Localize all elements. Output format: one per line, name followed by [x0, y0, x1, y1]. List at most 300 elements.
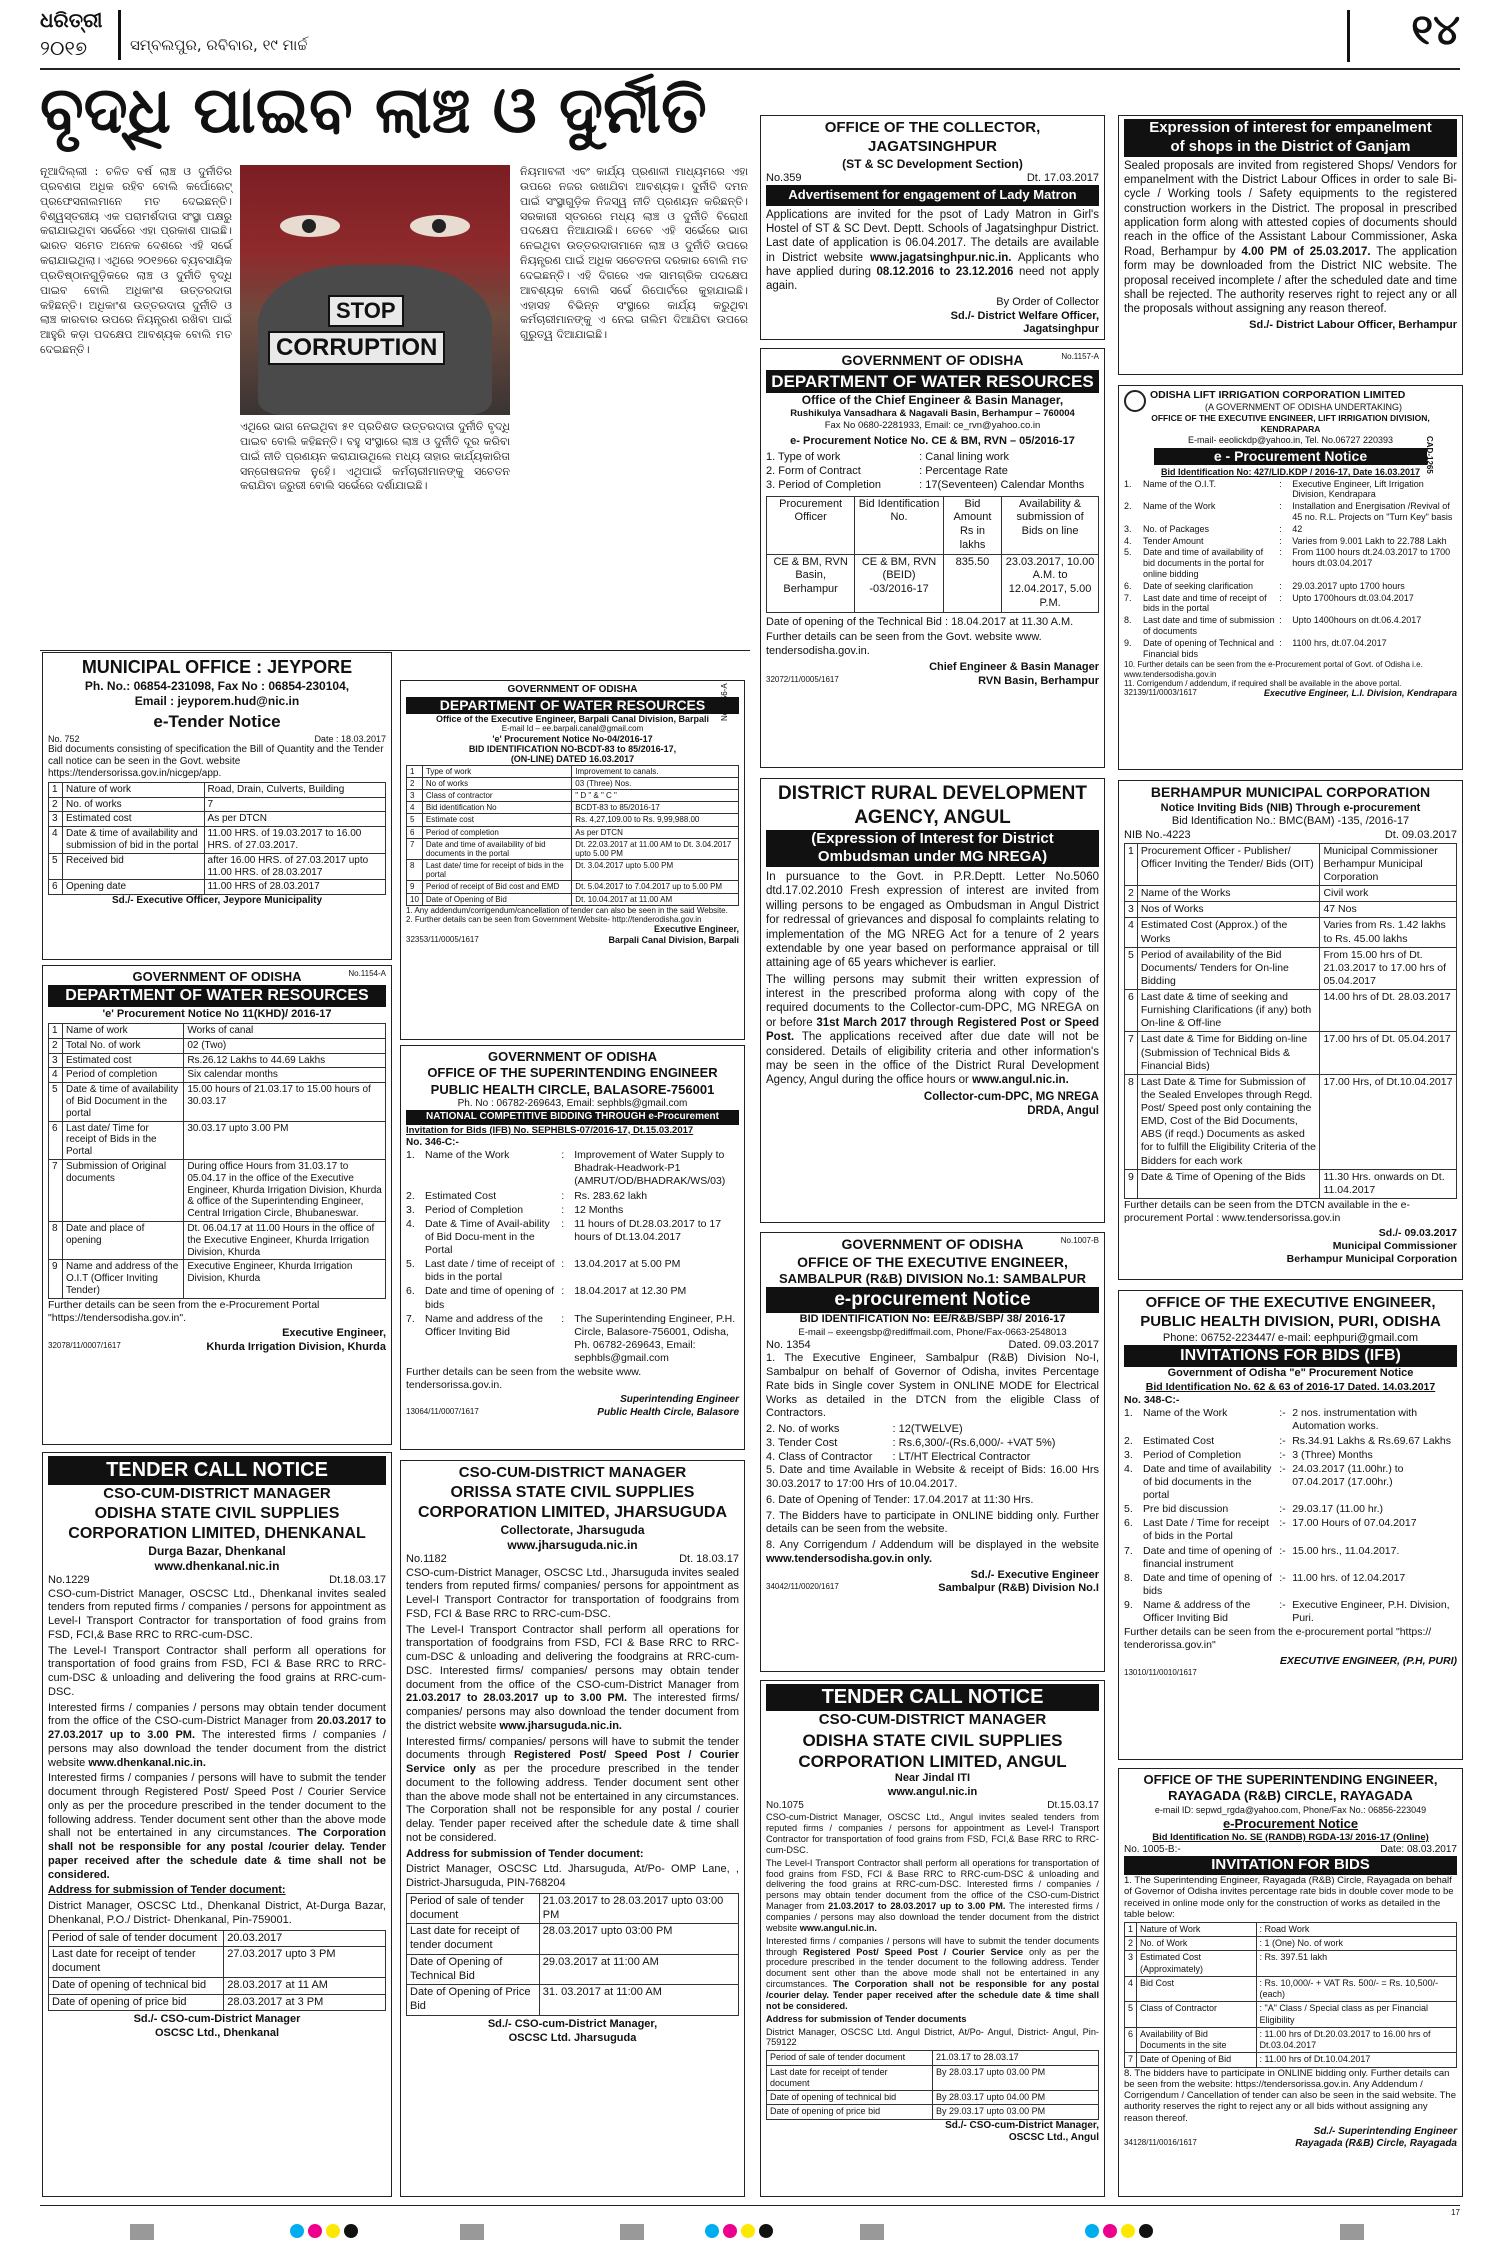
para-2b: 21.03.2017 to 28.03.2017 up to 3.00 PM. [828, 1901, 1006, 1912]
gov-line: GOVERNMENT OF ODISHA [507, 684, 638, 695]
table-cell: Date & time of availability of Bid Document in the portal [63, 1083, 184, 1121]
notice-no: No. 1354 [766, 1338, 811, 1351]
para-3a: Interested firms / companies / persons may obtain tender document from the office of the CSO-cum-District Manager from [48, 1701, 386, 1728]
title-2: (A GOVERNMENT OF ODISHA UNDERTAKING) [1204, 402, 1403, 413]
address: Collectorate, Jharsuguda [500, 1522, 645, 1537]
table-cell: BCDT-83 to 85/2016-17 [572, 802, 739, 814]
website: www.jharsuguda.nic.in [507, 1537, 638, 1552]
notice-no: No.359 [766, 171, 802, 184]
table-cell: Period of completion [422, 826, 571, 838]
angul-drda-ad [760, 778, 1105, 1223]
list-item [406, 1190, 739, 1203]
list-item [1124, 1572, 1457, 1598]
item-label: No. of Packages [1143, 523, 1210, 534]
para-1: CSO-cum-District Manager, OSCSC Ltd., Jharsuguda invites sealed tenders from reputed firms/ companies/ persons for appointment as Level-I Transport Contractor for transportation of foodgrains from FSD, FCI & Base RRC to RRC-cum-DSC. [406, 1566, 739, 1620]
para-3b: Registered Post/ Speed Post / Courier Service only [406, 1749, 739, 1775]
jeypore-tender-ad [42, 652, 392, 960]
deadline: 4.00 PM of 25.03.2017. [1241, 245, 1371, 258]
item-sep: :- [1279, 1407, 1286, 1420]
table-cell: No. of works [63, 797, 205, 812]
title-1: OFFICE OF THE EXECUTIVE ENGINEER, [1145, 1294, 1436, 1311]
table-cell: No. of Work [1137, 1937, 1257, 1951]
schedule-table [406, 1893, 739, 2016]
gov-line: GOVERNMENT OF ODISHA [841, 352, 1024, 368]
item-label: Name of the Work [1143, 1407, 1228, 1420]
item-no: 8. [1124, 1571, 1133, 1584]
para-1: In pursuance to the Govt. in P.R.Deptt. Letter No.5060 dtd.17.02.2010 Fresh expression of interest are invited from willing persons to be engaged as Ombudsman in Angul District for redressal of grievances and disposal fo complaints relating to implementation of the MG NREG Act for a tenure of 2 years extendable by one year based on performance appraisal or till attaining age of 65 years whichever is earlier. [766, 871, 1099, 970]
value-2: : Percentage Rate [919, 465, 1008, 477]
item-label: Tender Amount [1143, 535, 1204, 546]
table-row [1125, 2002, 1457, 2028]
item-sep: : [1279, 523, 1282, 534]
table-cell: 3 [49, 1053, 63, 1068]
table-cell: 8 [49, 1221, 63, 1259]
table-row [49, 853, 386, 880]
table-row [1125, 843, 1457, 885]
list-item [1124, 638, 1457, 660]
notice-no: No. 348-C:- [1124, 1394, 1180, 1407]
signature-1: Superintending Engineer [620, 1394, 739, 1406]
item-value: 18.04.2017 at 12.30 PM [574, 1285, 687, 1298]
item-sep: :- [1279, 1448, 1286, 1461]
address-heading: Address for submission of Tender document: [48, 1884, 286, 1897]
para-3a: Interested firms / companies / persons will have to submit the tender documents through [766, 1935, 1099, 1957]
table-row [1125, 1976, 1457, 2002]
address: Durga Bazar, Dhenkanal [148, 1543, 286, 1558]
table-cell: Date of Opening of Bid [422, 893, 571, 905]
table-cell: 20.03.2017 [224, 1930, 386, 1947]
cmyk-dots [1085, 2224, 1153, 2238]
dept-bar: DEPARTMENT OF WATER RESOURCES [406, 697, 739, 715]
table-cell: Nos of Works [1137, 902, 1320, 918]
table-cell: 30.03.17 upto 3.00 PM [184, 1121, 386, 1159]
dept-bar: DEPARTMENT OF WATER RESOURCES [766, 370, 1099, 393]
ad-code: CAD-1265 [1425, 436, 1435, 474]
table-cell: Last date for receipt of tender document [49, 1947, 224, 1978]
news-text-mid: ଏଥିରେ ଭାଗ ନେଇଥିବା ୫୧ ପ୍ରତିଶତ ଉତ୍ତରଦାତା ଦୁର୍ନୀତି ବୃଦ୍ଧି ପାଇବ ବୋଲି କହିଛନ୍ତି। ବହୁ ସଂସ୍ଥାରେ ଲାଞ୍ଚ ଓ ଦୁର୍ନୀତି ଦୂର କରିବା ପାଇଁ ନୀତି ପ୍ରଣୟନ କରାଯାଉଥିଲେ ମଧ୍ୟ ତାହାର କାର୍ଯ୍ୟକାରିତା ସନ୍ତୋଷଜନକ ନୁହେଁ। ଏଥିପାଇଁ କର୍ମଚାରୀମାନଙ୍କୁ ସଚେତନ କରାଯିବା ଜରୁରୀ ବୋଲି ସର୍ଭେରେ ଦର୍ଶାଯାଇଛି। [240, 420, 510, 493]
table-cell: Date & Time of Opening of the Bids [1137, 1169, 1320, 1198]
bid-id: Bid Identification No. SE (RANDB) RGDA-13/ 2016-17 (Online) [1152, 1832, 1429, 1843]
table-cell: 21.03.17 to 28.03.17 [933, 2051, 1099, 2065]
table-cell: Works of canal [184, 1024, 386, 1039]
further-details: Further details can be seen from the website www. tendersorissa.gov.in. [406, 1366, 642, 1392]
table-cell: : Rs. 10,000/- + VAT Rs. 500/- = Rs. 10,500/- (each) [1256, 1976, 1456, 2002]
schedule-list [406, 1149, 739, 1365]
table-cell: 2 [49, 797, 63, 812]
tender-call-bar: TENDER CALL NOTICE [766, 1684, 1099, 1711]
list-item [406, 1285, 739, 1311]
table-cell: 5 [49, 1083, 63, 1121]
table-cell: 02 (Two) [184, 1038, 386, 1053]
title-2: (ST & SC Development Section) [842, 156, 1023, 171]
table-cell: 7 [49, 1159, 63, 1221]
table-cell: Civil work [1320, 886, 1457, 902]
registration-dot-icon [1085, 2224, 1099, 2238]
table-cell: after 16.00 HRS. of 27.03.2017 upto 11.00 HRS. of 28.03.2017 [204, 853, 385, 880]
berhampur-municipal-ad [1118, 780, 1463, 1280]
value-3: : Rs.6,300/-(Rs.6,000/- +VAT 5%) [892, 1436, 1056, 1449]
table-cell: 9 [407, 881, 423, 893]
registration-dot-icon [308, 2224, 322, 2238]
table-cell: 17.00 Hrs, of Dt.10.04.2017 [1320, 1074, 1457, 1169]
item-label: Date of seeking clarification [1143, 580, 1254, 591]
table-cell: 3 [49, 812, 63, 827]
table-row [407, 860, 739, 881]
table-cell: Name of the Works [1137, 886, 1320, 902]
registration-dot-icon [759, 2224, 773, 2238]
table-cell: 11.00 HRS of 28.03.2017 [204, 880, 385, 895]
contact-line: Ph. No : 06782-269643, Email: sephbls@gmail.com [457, 1097, 688, 1109]
label-2: 2. No. of works [766, 1423, 840, 1436]
table-row [49, 1994, 386, 2011]
para-2c: The interested firms/ companies/ persons may also download the tender document from the district website [406, 1692, 739, 1732]
item-value: 15.00 hrs., 11.04.2017. [1292, 1544, 1400, 1557]
item-no: 1. [1124, 1407, 1133, 1420]
item-sep: :- [1279, 1503, 1286, 1516]
table-cell: Last date & time of seeking and Furnishing Clarifications (if any) both On-line & Off-line [1137, 990, 1320, 1032]
table-cell: Class of contractor [422, 789, 571, 801]
label-4: 4. Class of Contractor [766, 1450, 873, 1463]
para-4b: The Corporation shall not be responsible for any postal /courier delay. Tender paper received after the schedule date & time shall not be considered. [48, 1827, 386, 1881]
ad-code: No.1156-A [720, 683, 730, 721]
table-cell: Class of Contractor [1137, 2002, 1257, 2028]
item-value: 29.03.17 (11.00 hr.) [1292, 1503, 1384, 1516]
item-value: 42 [1292, 523, 1303, 534]
table-cell: By 28.03.17 upto 04.00 PM [933, 2091, 1099, 2105]
table-row [407, 765, 739, 777]
para-5: 5. Date and time Available in Website & receipt of Bids: 16.00 Hrs 30.03.2017 to 17:00 Hrs of 10.04.2017. [766, 1464, 1099, 1491]
signature-2: Khurda Irrigation Division, Khurda [206, 1340, 386, 1353]
table-cell: Executive Engineer, Khurda Irrigation Division, Khurda [184, 1260, 386, 1298]
title-2: ODISHA STATE CIVIL SUPPLIES [802, 1730, 1063, 1750]
item-value: Rs. 283.62 lakh [574, 1189, 648, 1202]
nib-table [1124, 843, 1457, 1199]
list-item [1124, 479, 1457, 501]
table-row [49, 1159, 386, 1221]
table-row [1125, 2027, 1457, 2053]
para-8: 8. Any Corrigendum / Addendum will be displayed in the website [766, 1539, 1099, 1552]
table-row [1125, 1169, 1457, 1198]
tech-bid-date: Date of opening of the Technical Bid : 18.04.2017 at 11.30 A.M. [766, 615, 1074, 628]
rushikulya-basin-ad [760, 348, 1105, 768]
list-item [406, 1313, 739, 1366]
further-details: Further details can be seen from the e-procurement portal "https:// tenderorissa.gov.in" [1124, 1626, 1432, 1652]
body-text-3: need not apply again. [766, 266, 1099, 293]
table-cell: 11.30 Hrs. onwards on Dt. 11.04.2017 [1320, 1169, 1457, 1198]
signature-1: Sd./- CSO-cum-District Manager [133, 2013, 301, 2026]
item-no: 6. [1124, 1517, 1133, 1530]
mask-label-stop: STOP [328, 295, 404, 327]
signature-2: Municipal Commissioner [1332, 1240, 1457, 1253]
item-no: 7. [1124, 1544, 1133, 1557]
item-sep: : [1279, 580, 1282, 591]
item-sep: :- [1279, 1571, 1286, 1584]
table-cell: 28.03.2017 at 11 AM [224, 1977, 386, 1994]
website: www.angul.nic.in [887, 1786, 978, 1798]
ad-code: No.1007-B [1060, 1236, 1099, 1245]
table-cell: 23.03.2017, 10.00 A.M. to 12.04.2017, 5.00 P.M. [1002, 554, 1099, 612]
item-sep: : [1279, 637, 1282, 648]
notice-no: NIB No.-4223 [1124, 829, 1191, 841]
table-row [1125, 1032, 1457, 1074]
notice-date: Dt.15.03.17 [1047, 1799, 1099, 1811]
signature-2: OSCSC Ltd., Dhenkanal [154, 2027, 280, 2039]
item-sep: : [561, 1149, 565, 1162]
title-1: OFFICE OF THE COLLECTOR, JAGATSINGHPUR [824, 119, 1041, 155]
table-cell: 6 [1125, 2027, 1137, 2053]
item-no: 9. [1124, 1599, 1133, 1611]
notice-title: 'e' Procurement Notice No 11(KHD)/ 2016-17 [102, 1008, 332, 1021]
table-cell: : 1 (One) No. of work [1256, 1937, 1456, 1951]
title-2: PUBLIC HEALTH DIVISION, PURI, ODISHA [1140, 1312, 1441, 1330]
table-cell: : 11.00 hrs of Dt.20.03.2017 to 16.00 hrs of Dt.03.04.2017 [1256, 2027, 1456, 2053]
schedule-list [1124, 1407, 1457, 1625]
table-cell: 4 [407, 802, 423, 814]
rayagada-rnb-ad [1118, 1768, 1463, 2197]
contact-line: Fax No 0680-2281933, Email: ce_rvn@yahoo.co.in [824, 419, 1041, 431]
item-sep: : [561, 1217, 565, 1230]
signature: Sd./- District Labour Officer, Berhampur [1249, 318, 1457, 331]
table-cell: Date of Opening of Price Bid [407, 1985, 540, 2016]
ifb-bar: INVITATION FOR BIDS [1124, 1856, 1457, 1875]
table-cell: Dt. 06.04.17 at 11.00 Hours in the office of the Executive Engineer, Khurda Irrigation Division, Khurda [184, 1221, 386, 1259]
table-cell: 2 [49, 1038, 63, 1053]
tender-table [48, 1023, 386, 1299]
para-2c: The interested firms / companies / persons may also download the tender document from the district website [766, 1901, 1099, 1933]
table-row [767, 2105, 1099, 2119]
notice-date: Dated. 09.03.2017 [1008, 1338, 1099, 1351]
table-cell: 17.00 hrs of Dt. 05.04.2017 [1320, 1032, 1457, 1074]
news-photo [240, 165, 510, 415]
table-cell: As per DTCN [204, 812, 385, 827]
list-item [406, 1204, 739, 1217]
item-value: From 1100 hours dt.24.03.2017 to 1700 hours dt.03.04.2017 [1292, 547, 1451, 569]
para-4a: Interested firms / companies / persons will have to submit the tender document through Registered Post/ Speed Post / Courier Service only as per the procedure prescribed in the tender document to the following address. Tender document sent other than the above mode shall not be entertained in any circumstances. [48, 1772, 386, 1840]
table-row [49, 1947, 386, 1978]
gov-line: GOVERNMENT OF ODISHA [841, 1236, 1024, 1252]
grey-block [620, 2224, 644, 2240]
title-3: CORPORATION LIMITED, JHARSUGUDA [417, 1503, 728, 1521]
table-cell: Opening date [63, 880, 205, 895]
registration-dot-icon [344, 2224, 358, 2238]
title-1: OFFICE OF THE SUPERINTENDING ENGINEER, [1143, 1772, 1438, 1787]
table-row [407, 1924, 739, 1955]
item-label: Estimated Cost [1143, 1434, 1215, 1447]
list-item [1124, 581, 1457, 592]
table-cell: Six calendar months [184, 1068, 386, 1083]
gov-line: GOVERNMENT OF ODISHA [487, 1049, 657, 1064]
table-cell: Dt. 5.04.2017 to 7.04.2017 up to 5.00 PM [572, 881, 739, 893]
value-1: : Canal lining work [919, 451, 1010, 464]
title-1: ODISHA LIFT IRRIGATION CORPORATION LIMITED [1150, 389, 1406, 401]
value-3: : 17(Seventeen) Calendar Months [919, 478, 1085, 491]
title-1: OFFICE OF THE EXECUTIVE ENGINEER, [797, 1253, 1068, 1270]
notice-title: Government of Odisha "e" Procurement Notice [1167, 1367, 1414, 1380]
item-value: Varies from 9.001 Lakh to 22.788 Lakh [1292, 535, 1447, 546]
bid-id: BID IDENTIFICATION NO-BCDT-83 to 85/2016-17, [468, 743, 677, 754]
folio: 17 [1451, 2208, 1460, 2217]
ref-no: 34042/11/0020/1617 [766, 1582, 839, 1592]
office-line: Office of the Executive Engineer, Barpali Canal Division, Barpali [435, 714, 710, 724]
eproc-bar: e-procurement Notice [766, 1287, 1099, 1313]
note-2: 2. Further details can be seen from Government Website- http://tenderodisha.gov.in [406, 915, 702, 924]
list-item [1124, 1449, 1457, 1462]
table-row [49, 1121, 386, 1159]
table-cell: 5 [1125, 2002, 1137, 2028]
title-1: CSO-CUM-DISTRICT MANAGER [818, 1711, 1047, 1728]
schedule-table [766, 2050, 1099, 2119]
notice-no: No.1229 [48, 1573, 90, 1586]
item-sep: : [561, 1203, 565, 1216]
table-cell: Period of sale of tender document [767, 2051, 933, 2065]
para-3b: 20.03.2017 to 27.03.2017 up to 3.00 PM. [48, 1715, 386, 1741]
table-cell: 5 [1125, 947, 1138, 989]
item-value: 11 hours of Dt.28.03.2017 to 17 hours of Dt.13.04.2017 [574, 1217, 722, 1243]
signature-2: Rayagada (R&B) Circle, Rayagada [1295, 2138, 1457, 2150]
table-cell: 3 [1125, 902, 1138, 918]
table-cell: Date of opening of price bid [767, 2105, 933, 2119]
cmyk-dots [705, 2224, 773, 2238]
barpali-canal-ad [400, 680, 745, 1040]
table-header-cell: Bid Identification No. [855, 496, 944, 554]
body-text-2: Applicants who have applied during [766, 251, 1099, 278]
item-label: Pre bid discussion [1143, 1503, 1229, 1516]
masthead [40, 6, 1460, 68]
item-value: Installation and Energisation /Revival of 45 no. R.L. Projects on "Turn Key" basis [1292, 501, 1453, 523]
table-row [407, 1985, 739, 2016]
table-row [1125, 1922, 1457, 1936]
table-cell: Name and address of the O.I.T (Officer Inviting Tender) [63, 1260, 184, 1298]
signature-2: OSCSC Ltd. Jharsuguda [508, 2031, 637, 2044]
table-row [49, 1260, 386, 1298]
table-row [49, 1977, 386, 1994]
table-row [49, 1038, 386, 1053]
table-row [407, 838, 739, 859]
table-cell: 835.50 [943, 554, 1001, 612]
signature-1: Sd./- Superintending Engineer [1313, 2125, 1457, 2137]
item-value: Executive Engineer, Lift Irrigation Division, Kendrapara [1292, 478, 1424, 500]
body-text-2: The application form may be downloaded from the District NIC website. The proposal received incomplete / after the scheduled date and time shall be rejected. The authority reserves right to reject any or all the proposals without assigning any reason thereof. [1124, 245, 1457, 316]
list-item [1124, 1517, 1457, 1543]
dateline: ସମ୍ବଲପୁର, ରବିବାର, ୧୯ ମାର୍ଚ୍ଚ [130, 36, 308, 54]
para-2b: 21.03.2017 to 28.03.2017 up to 3.00 PM. [406, 1692, 628, 1705]
table-cell: Name of work [63, 1024, 184, 1039]
website: www.jagatsinghpur.nic.in. [870, 251, 1012, 264]
signature-1: Sd./- CSO-cum-District Manager, [945, 2119, 1099, 2131]
table-cell: 28.03.2017 at 3 PM [224, 1994, 386, 2011]
table-row [49, 1221, 386, 1259]
signature-1: Chief Engineer & Basin Manager [929, 660, 1099, 673]
para-2: The willing persons may submit their written expression of interest in the prescribed proforma along with copy of the required documents to the Collector-cum-DPC, MG NREGA on or before [766, 973, 1099, 1029]
table-cell: 2 [1125, 886, 1138, 902]
signature-2: RVN Basin, Berhampur [978, 674, 1099, 687]
table-cell: Estimated Cost (Approximately) [1137, 1951, 1257, 1977]
address-text: District Manager, OSCSC Ltd., Dhenkanal District, At-Durga Bazar, Dhenkanal, P.O./ District- Dhenkanal, Pin-759001. [48, 1900, 386, 1926]
title-bar-2: Ombudsman under MG NREGA) [766, 848, 1099, 867]
ad-title: MUNICIPAL OFFICE : JEYPORE [81, 657, 353, 677]
table-row [49, 1024, 386, 1039]
item-sep: :- [1279, 1599, 1286, 1611]
table-cell: 2 [407, 777, 423, 789]
table-row [407, 789, 739, 801]
table-cell: Bid identification No [422, 802, 571, 814]
item-value: Rs.34.91 Lakhs & Rs.69.67 Lakhs [1292, 1434, 1451, 1447]
table-cell: 1 [407, 765, 423, 777]
signature-2: Barpali Canal Division, Barpali [608, 934, 739, 945]
para-3a: Interested firms/ companies/ persons will have to submit the tender documents through [406, 1735, 739, 1762]
para-1: 1. The Executive Engineer, Sambalpur (R&B) Division No-I, Sambalpur on behalf of Governor of Odisha, invites Percentage Rate bids in Single cover System in ONLINE MODE for Electrical Works as detailed in the DTCN from the eligible Class of Contractors. [766, 1352, 1099, 1420]
table-row [1125, 918, 1457, 947]
table-cell: Type of work [422, 765, 571, 777]
item-label: Period of Completion [1143, 1448, 1242, 1461]
table-cell: Improvement to canals. [572, 765, 739, 777]
title-1: BERHAMPUR MUNICIPAL CORPORATION [1150, 784, 1431, 800]
item-value: 17.00 Hours of 07.04.2017 [1292, 1517, 1417, 1530]
table-row [1125, 1937, 1457, 1951]
item-no: 7. [406, 1312, 415, 1325]
table-row [1125, 2053, 1457, 2067]
table-cell: : Rs. 397.51 lakh [1256, 1951, 1456, 1977]
table-cell: 9 [1125, 1169, 1138, 1198]
item-label: Last date and time of submission of documents [1143, 615, 1275, 636]
table-cell: Date and place of opening [63, 1221, 184, 1259]
item-label: Name and address of the Officer Inviting Bid [425, 1312, 543, 1338]
bid-id: Bid Identification No. 62 & 63 of 2016-17 Dated. 14.03.2017 [1145, 1381, 1436, 1393]
table-row [407, 777, 739, 789]
table-cell: : "A" Class / Special class as per Financial Eligibility [1256, 2002, 1456, 2028]
table-header-cell: Procurement Officer [767, 496, 855, 554]
table-cell: Rs.26.12 Lakhs to 44.69 Lakhs [184, 1053, 386, 1068]
item-no: 8. [1124, 615, 1132, 626]
table-row [407, 814, 739, 826]
contact-line: Ph. No.: 06854-231098, Fax No : 06854-230104, [84, 678, 350, 693]
email-line: E-mail Id – ee.barpali.canal@gmail.com [501, 724, 644, 734]
para-2: The Level-I Transport Contractor shall perform all operations for transportation of food grains from FSD, FCI & Base RRC to RRC-cum-DSC & unloading and delivering the food grains at RRC-cum-DSC. [48, 1644, 386, 1698]
notice-date: Date: 08.03.2017 [1380, 1843, 1457, 1855]
table-cell: Period of availability of the Bid Documents/ Tenders for On-line Bidding [1137, 947, 1320, 989]
office-line-2: Rushikulya Vansadhara & Nagavali Basin, Berhampur – 760004 [790, 407, 1075, 419]
title-2: Notice Inviting Bids (NIB) Through e-procurement [1160, 801, 1421, 814]
email-line: Email : jeyporem.hud@nic.in [134, 693, 300, 708]
table-cell: 27.03.2017 upto 3 PM [224, 1947, 386, 1978]
contact-line: E-mail- eeolickdp@yahoo.in, Tel. No.06727 220393 [1187, 434, 1394, 445]
table-cell: 3 [1125, 1951, 1137, 1977]
value-4: : LT/HT Electrical Contractor [892, 1450, 1031, 1463]
page-number: ୧୪ [1411, 5, 1460, 54]
signature-1: Executive Engineer, [653, 924, 739, 935]
item-no: 2. [1124, 501, 1132, 512]
ifb-bar: INVITATIONS FOR BIDS (IFB) [1124, 1345, 1457, 1367]
table-cell: : 11.00 hrs of Dt.10.04.2017 [1256, 2053, 1456, 2067]
table-cell: Date of opening of price bid [49, 1994, 224, 2011]
further-details: Further details can be seen from the e-Procurement Portal "https://tendersodisha.gov.in". [48, 1298, 320, 1324]
dates: 08.12.2016 to 23.12.2016 [876, 266, 1014, 278]
signature: EXECUTIVE ENGINEER, (P.H, PURI) [1279, 1654, 1457, 1667]
list-item [406, 1218, 739, 1257]
notice-date: Dt. 17.03.2017 [1026, 171, 1099, 184]
table-row [767, 2065, 1099, 2091]
jagatsinghpur-collector-ad [760, 115, 1105, 340]
list-item [1124, 1545, 1457, 1571]
item-no: 9. [1124, 637, 1132, 648]
table-cell: 6 [1125, 990, 1138, 1032]
news-story [40, 75, 750, 655]
item-no: 7. [1124, 592, 1132, 603]
table-row [1125, 902, 1457, 918]
table-cell: Procurement Officer - Publisher/ Officer Inviting the Tender/ Bids (OIT) [1137, 843, 1320, 885]
item-no: 5. [1124, 547, 1132, 558]
title-2: SAMBALPUR (R&B) DIVISION No.1: SAMBALPUR [779, 1271, 1086, 1286]
